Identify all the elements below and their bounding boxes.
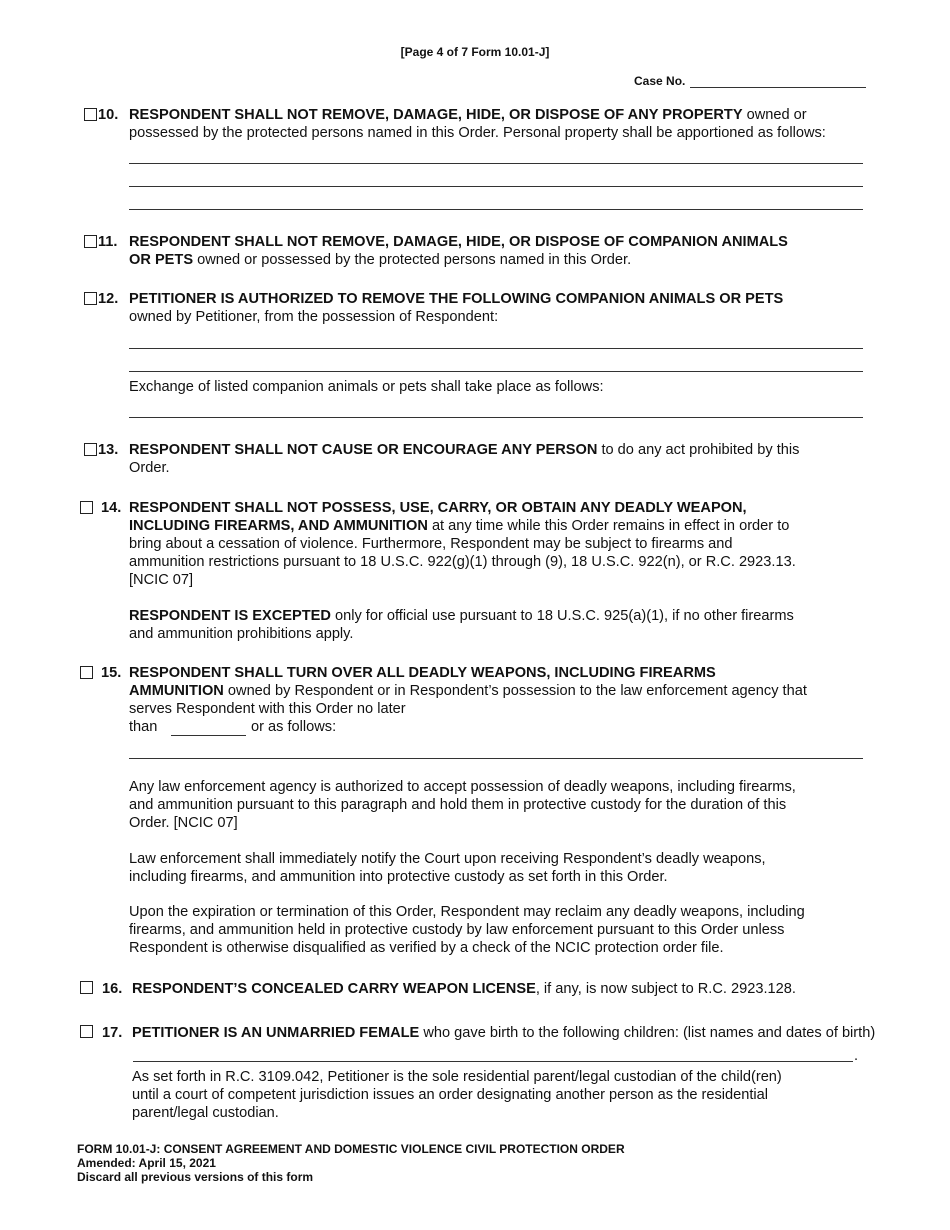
checkbox-item-14[interactable]: [80, 501, 93, 514]
item-17-para-line2: until a court of competent jurisdiction issues an order designating another person as the residential: [132, 1087, 769, 1103]
item-15-line3: serves Respondent with this Order no later: [129, 701, 406, 717]
item-14-heading: RESPONDENT SHALL NOT POSSESS, USE, CARRY, OR OBTAIN ANY DEADLY WEAPON,: [129, 500, 747, 516]
item-17-para-line1: As set forth in R.C. 3109.042, Petitioner is the sole residential parent/legal custodian of the child(ren): [132, 1069, 782, 1085]
item-14-exception-rest: only for official use pursuant to 18 U.S.C. 925(a)(1), if no other firearms: [330, 608, 794, 624]
item-15-para3-line1: Upon the expiration or termination of this Order, Respondent may reclaim any deadly weapons, including: [129, 904, 805, 920]
turnover-deadline-field[interactable]: [171, 735, 246, 736]
item-14-line5: [NCIC 07]: [129, 572, 194, 588]
case-number-field[interactable]: [690, 87, 866, 88]
item-17-rest: who gave birth to the following children: (list names and dates of birth): [419, 1025, 876, 1041]
item-15-rest: owned by Respondent or in Respondent’s possession to the law enforcement agency that: [223, 683, 807, 699]
item-12-number: 12.: [98, 291, 119, 307]
footer-amended-date: Amended: April 15, 2021: [77, 1156, 216, 1170]
item-11-line2: [129, 251, 631, 269]
item-14-line4: ammunition restrictions pursuant to 18 U.S.C. 922(g)(1) through (9), 18 U.S.C. 922(n), or R.C. 2923.13.: [129, 554, 796, 570]
property-line-1[interactable]: [129, 163, 863, 164]
item-12-line2: owned by Petitioner, from the possession of Respondent:: [129, 309, 499, 325]
item-13-number: 13.: [98, 442, 119, 458]
checkbox-item-11[interactable]: [84, 235, 97, 248]
item-15-para2-line1: Law enforcement shall immediately notify the Court upon receiving Respondent’s deadly weapons,: [129, 851, 766, 867]
checkbox-item-13[interactable]: [84, 443, 97, 456]
item-14-line2: [129, 517, 789, 535]
item-15-para3-line2: firearms, and ammunition held in protective custody by law enforcement pursuant to this Order unless: [129, 922, 785, 938]
item-15-line2: [129, 682, 807, 700]
item-10-rest: owned or: [742, 107, 807, 123]
item-11-heading-2: OR PETS: [129, 252, 194, 268]
item-14-exception-line1: [129, 607, 794, 625]
property-line-3[interactable]: [129, 209, 863, 210]
item-16-rest: , if any, is now subject to R.C. 2923.128.: [535, 981, 796, 997]
item-15-heading-2: AMMUNITION: [129, 683, 224, 699]
item-14-rest: at any time while this Order remains in effect in order to: [427, 518, 790, 534]
page-label: [Page 4 of 7 Form 10.01-J]: [400, 45, 550, 59]
item-14-exception-line2: and ammunition prohibitions apply.: [129, 626, 354, 642]
item-13-rest: to do any act prohibited by this: [597, 442, 800, 458]
item-15-or-as-follows: or as follows:: [251, 719, 337, 735]
item-15-para1-line2: and ammunition pursuant to this paragraph and hold them in protective custody for the duration of this: [129, 797, 787, 813]
item-12-heading: PETITIONER IS AUTHORIZED TO REMOVE THE FOLLOWING COMPANION ANIMALS OR PETS: [129, 291, 784, 307]
item-15-para1-line1: Any law enforcement agency is authorized to accept possession of deadly weapons, including firearms,: [129, 779, 796, 795]
item-15-heading: RESPONDENT SHALL TURN OVER ALL DEADLY WEAPONS, INCLUDING FIREARMS: [129, 665, 716, 681]
item-15-para3-line3: Respondent is otherwise disqualified as verified by a check of the NCIC protection order file.: [129, 940, 724, 956]
item-15-para2-line2: including firearms, and ammunition into protective custody as set forth in this Order.: [129, 869, 668, 885]
item-16-heading: RESPONDENT’S CONCEALED CARRY WEAPON LICENSE: [132, 981, 536, 997]
checkbox-item-16[interactable]: [80, 981, 93, 994]
checkbox-item-17[interactable]: [80, 1025, 93, 1038]
item-16-line1: [132, 980, 796, 998]
exchange-line[interactable]: [129, 417, 863, 418]
item-13-line1: [129, 441, 799, 459]
pets-line-2[interactable]: [129, 371, 863, 372]
item-10-line1: [129, 106, 807, 124]
item-14-exception-heading: RESPONDENT IS EXCEPTED: [129, 608, 331, 624]
pets-exchange-text: Exchange of listed companion animals or pets shall take place as follows:: [129, 379, 604, 395]
children-list-line[interactable]: [133, 1061, 853, 1062]
item-17-heading: PETITIONER IS AN UNMARRIED FEMALE: [132, 1025, 420, 1041]
footer-discard-note: Discard all previous versions of this form: [77, 1170, 314, 1184]
item-10-line2: possessed by the protected persons named in this Order. Personal property shall be apportioned as follows:: [129, 125, 826, 141]
item-15-than: than: [129, 719, 158, 735]
item-16-number: 16.: [102, 981, 123, 997]
item-14-heading-2: INCLUDING FIREARMS, AND AMMUNITION: [129, 518, 428, 534]
footer-form-title: FORM 10.01-J: CONSENT AGREEMENT AND DOMESTIC VIOLENCE CIVIL PROTECTION ORDER: [77, 1142, 625, 1156]
item-14-number: 14.: [101, 500, 122, 516]
checkbox-item-15[interactable]: [80, 666, 93, 679]
item-17-line1: [132, 1024, 875, 1042]
item-17-number: 17.: [102, 1025, 123, 1041]
item-15-para1-line3: Order. [NCIC 07]: [129, 815, 238, 831]
item-13-line2: Order.: [129, 460, 170, 476]
item-13-heading: RESPONDENT SHALL NOT CAUSE OR ENCOURAGE ANY PERSON: [129, 442, 598, 458]
turnover-line[interactable]: [129, 758, 863, 759]
children-list-period: .: [854, 1048, 859, 1064]
property-line-2[interactable]: [129, 186, 863, 187]
pets-line-1[interactable]: [129, 348, 863, 349]
item-11-heading: RESPONDENT SHALL NOT REMOVE, DAMAGE, HIDE, OR DISPOSE OF COMPANION ANIMALS: [129, 234, 788, 250]
item-15-number: 15.: [101, 665, 122, 681]
case-number-label: Case No.: [634, 74, 686, 88]
item-11-number: 11.: [98, 234, 118, 250]
item-11-rest: owned or possessed by the protected persons named in this Order.: [193, 252, 632, 268]
item-17-para-line3: parent/legal custodian.: [132, 1105, 279, 1121]
item-10-heading: RESPONDENT SHALL NOT REMOVE, DAMAGE, HIDE, OR DISPOSE OF ANY PROPERTY: [129, 107, 743, 123]
item-10-number: 10.: [98, 107, 119, 123]
checkbox-item-12[interactable]: [84, 292, 97, 305]
checkbox-item-10[interactable]: [84, 108, 97, 121]
item-14-line3: bring about a cessation of violence. Furthermore, Respondent may be subject to firearms and: [129, 536, 733, 552]
